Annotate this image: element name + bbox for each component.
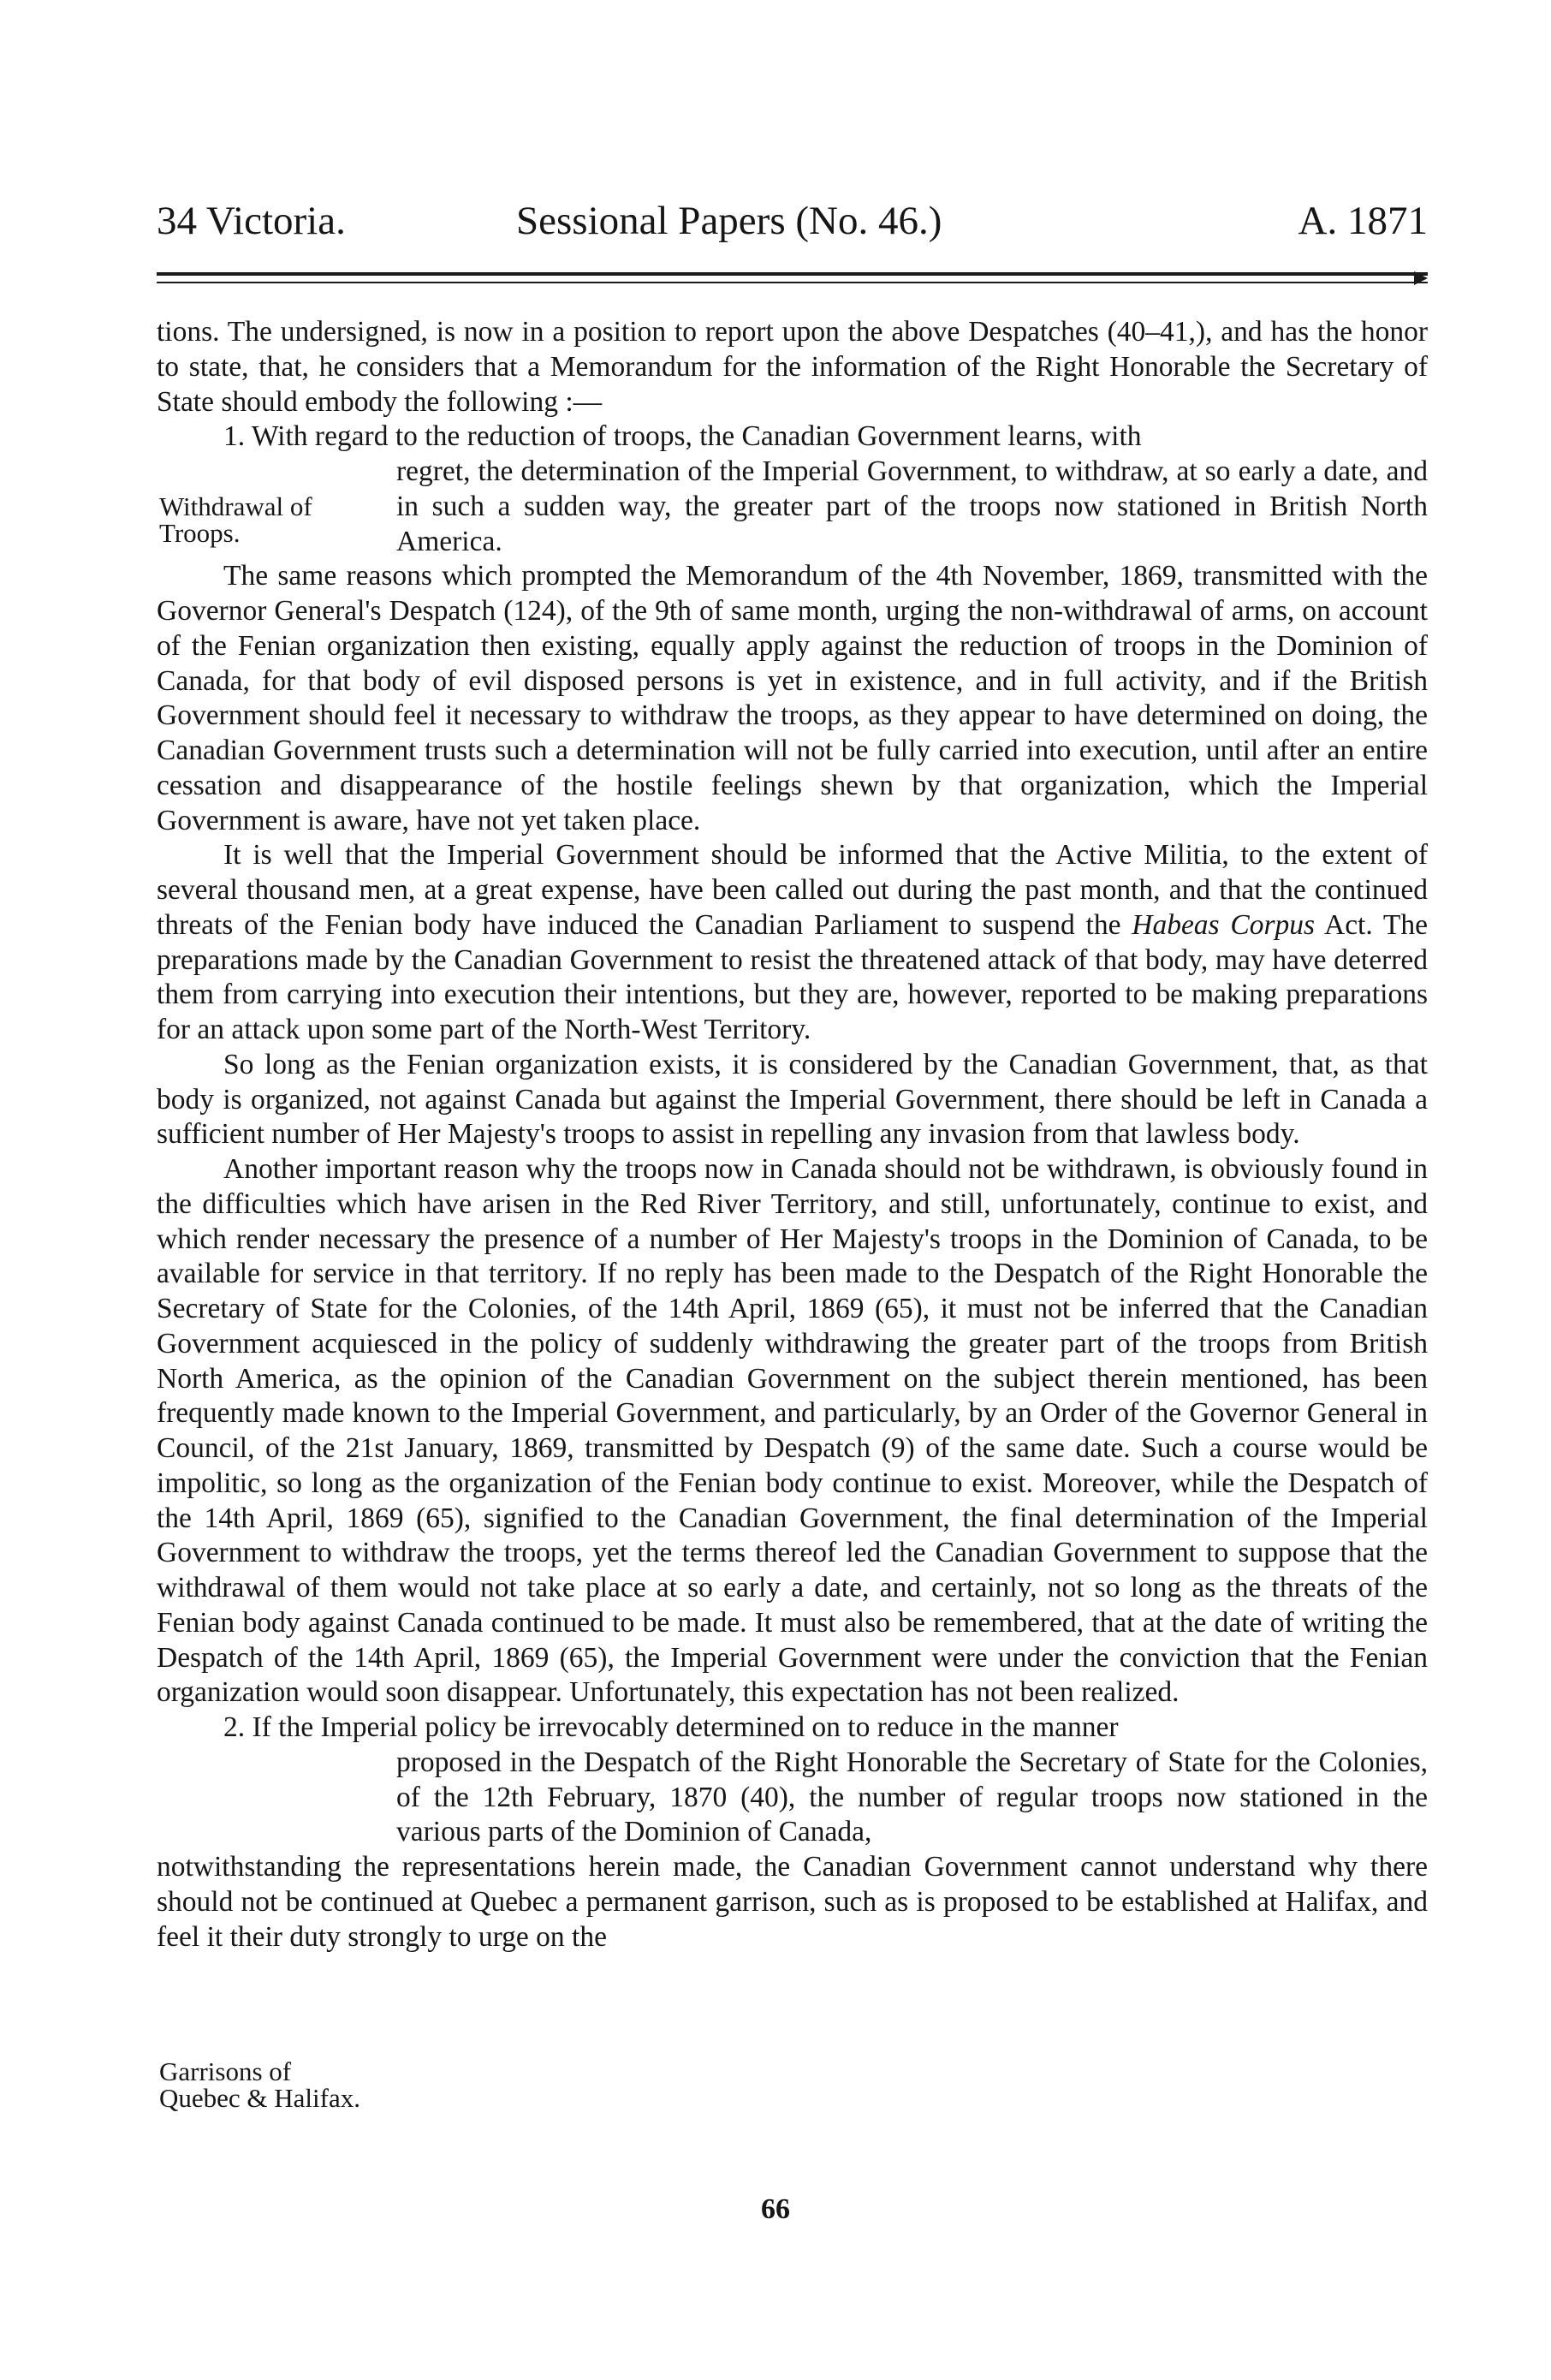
paragraph-active-militia-text-2: Act. The preparations made by the Canadian Government to resist the threatened attack of that body, may have deterred them from carrying into execution their intentions, but they are, however, reported to be making preparations for an attack upon some part of the North-West Territory. — [157, 908, 1428, 1045]
header-rule-thin — [157, 282, 1428, 283]
page-number: 66 — [761, 2193, 790, 2225]
margin-note-garrisons — [159, 2058, 360, 2111]
header-sessional-papers: Sessional Papers (No. 46.) — [516, 199, 942, 243]
paragraph-red-river: Another important reason why the troops now in Canada should not be withdrawn, is obviously found in the difficulties which have arisen in the Red River Territory, and still, unfortunately, continue to exist, and which render necessary the presence of a number of Her Majesty's troops in the Dominion of Canada, to be available for service in that territory. If no reply has been made to the Despatch of the Right Honorable the Secretary of State for the Colonies, of the 14th April, 1869 (65), it must not be inferred that the Canadian Government acquiesced in the policy of suddenly withdrawing the greater part of the troops from British North America, as the opinion of the Canadian Government on the subject therein mentioned, has been frequently made known to the Imperial Government, and particularly, by an Order of the Governor General in Council, of the 21st January, 1869, transmitted by Despatch (9) of the same date. Such a course would be impolitic, so long as the organization of the Fenian body continue to exist. Moreover, while the Despatch of the 14th April, 1869 (65), signified to the Canadian Government, the final determination of the Imperial Government to withdraw the troops, yet the terms thereof led the Canadian Government to suppose that the withdrawal of them would not take place at so early a date, and certainly, not so long as the threats of the Fenian body against Canada continued to be made. It must also be remembered, that at the date of writing the Despatch of the 14th April, 1869 (65), the Imperial Government were under the conviction that the Fenian organization would soon disappear. Unfortunately, this expectation has not been realized. — [157, 1153, 1428, 1709]
header-year: A. 1871 — [1298, 199, 1428, 243]
margin-note-garrisons-line-2: Quebec & Halifax. — [159, 2083, 360, 2113]
margin-note-withdrawal-line-1: Withdrawal of — [159, 491, 312, 521]
running-header — [157, 195, 1428, 247]
habeas-corpus-italic: Habeas Corpus — [1132, 908, 1316, 941]
paragraph-continuation: tions. The undersigned, is now in a position to report upon the above Despatches (40–41,), and has the honor to state, that, he considers that a Memorandum for the information of the Right Honorable the Secretary of State should embody the following :— — [157, 316, 1428, 418]
header-rule-ornament — [1414, 271, 1428, 285]
paragraph-item-1-body: regret, the determination of the Imperial Government, to withdraw, at so early a date, and in such a sudden way, the greater part of the troops now stationed in British North America. — [396, 455, 1428, 557]
paragraph-active-militia-text-1: It is well that the Imperial Government should be informed that the Active Militia, to the extent of several thousand men, at a great expense, have been called out during the past month, and that the continued threats of the Fenian body have induced the Canadian Parliament to suspend the — [157, 839, 1428, 941]
header-regnal-year: 34 Victoria. — [157, 199, 346, 243]
paragraph-fenian-organization: So long as the Fenian organization exists, it is considered by the Canadian Government, that, as that body is organized, not against Canada but against the Imperial Government, there should be left in Canada a sufficient number of Her Majesty's troops to assist in repelling any invasion from that lawless body. — [157, 1048, 1428, 1151]
margin-note-withdrawal-line-2: Troops. — [159, 518, 241, 548]
paragraph-item-2-body: proposed in the Despatch of the Right Honorable the Secretary of State for the Colonies, of the 12th February, 1870 (40), the number of regular troops now stationed in the various parts of the Dominion of Canada, — [396, 1746, 1428, 1848]
paragraph-item-1-lead: 1. With regard to the reduction of troops, the Canadian Government learns, with — [223, 420, 1142, 453]
header-rule-thick — [157, 272, 1428, 276]
margin-note-garrisons-line-1: Garrisons of — [159, 2056, 292, 2086]
body-text — [157, 315, 1428, 1955]
paragraph-item-2-continuation: notwithstanding the representations herein made, the Canadian Government cannot understand why there should not be continued at Quebec a permanent garrison, such as is proposed to be established at Halifax, and feel it their duty strongly to urge on the — [157, 1851, 1428, 1953]
paragraph-active-militia — [157, 838, 1428, 1048]
paragraph-item-2-lead: 2. If the Imperial policy be irrevocably determined on to reduce in the manner — [223, 1711, 1119, 1743]
margin-note-withdrawal — [159, 493, 312, 546]
paragraph-same-reasons: The same reasons which prompted the Memorandum of the 4th November, 1869, transmitted with the Governor General's Despatch (124), of the 9th of same month, urging the non-withdrawal of arms, on account of the Fenian organization then existing, equally apply against the reduction of troops in the Dominion of Canada, for that body of evil disposed persons is yet in existence, and in full activity, and if the British Government should feel it necessary to withdraw the troops, as they appear to have determined on doing, the Canadian Government trusts such a determination will not be fully carried into execution, until after an entire cessation and disappearance of the hostile feelings shewn by that organization, which the Imperial Government is aware, have not yet taken place. — [157, 560, 1428, 836]
